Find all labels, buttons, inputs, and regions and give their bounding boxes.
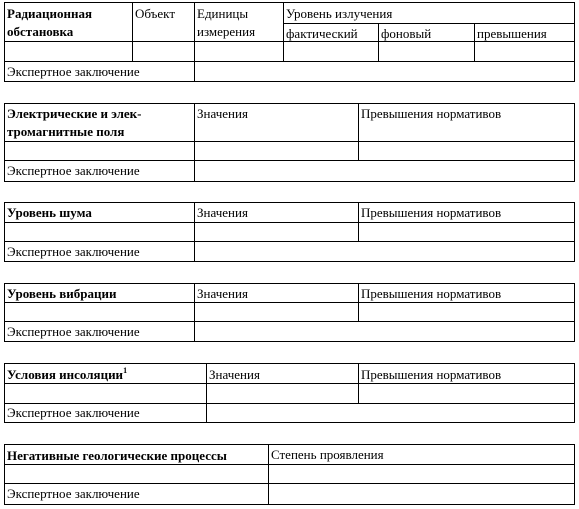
table-border xyxy=(358,202,359,241)
table-border xyxy=(4,464,575,465)
expert-conclusion-label: Экспертное заключение xyxy=(7,64,140,79)
column-header-units: Единицы xyxy=(197,6,249,21)
column-header-level: Уровень излучения xyxy=(286,6,393,21)
table-border xyxy=(4,103,575,104)
table-border xyxy=(4,444,5,504)
table-border xyxy=(4,483,575,484)
table-border xyxy=(4,181,575,182)
expert-conclusion-label: Экспертное заключение xyxy=(7,486,140,501)
table-border xyxy=(4,283,5,341)
table-border xyxy=(358,103,359,160)
table-border xyxy=(4,363,575,364)
column-header-degree: Степень проявления xyxy=(271,447,384,462)
table-border xyxy=(4,504,575,505)
table-border xyxy=(4,160,575,161)
table-border xyxy=(4,283,575,284)
column-header-values: Значения xyxy=(197,205,248,220)
table-border xyxy=(474,23,475,61)
table-border xyxy=(4,321,575,322)
column-header-excess: Превышения нормативов xyxy=(361,205,502,220)
column-header-values: Значения xyxy=(209,367,260,382)
table-border xyxy=(4,261,575,262)
electromagnetic-title: Электрические и элек- xyxy=(7,106,142,121)
table-border xyxy=(4,202,575,203)
table-border xyxy=(4,81,575,82)
insolation-title: Условия инсоляции$^1$ xyxy=(7,366,128,382)
table-border xyxy=(4,302,575,303)
column-header-values: Значения xyxy=(197,106,248,121)
expert-conclusion-label: Экспертное заключение xyxy=(7,324,140,339)
table-border xyxy=(268,444,269,504)
noise-title: Уровень шума xyxy=(7,205,92,220)
table-border xyxy=(4,103,5,181)
geology-title: Негативные геологические процессы xyxy=(7,448,227,463)
column-header-object: Объект xyxy=(135,6,175,21)
vibration-title: Уровень вибрации xyxy=(7,286,117,301)
table-border xyxy=(4,202,5,261)
table-border xyxy=(378,23,379,61)
column-header-excess: превышения xyxy=(477,26,547,41)
table-border xyxy=(574,363,575,422)
table-border xyxy=(4,241,575,242)
table-border xyxy=(194,202,195,261)
column-header-excess: Превышения нормативов xyxy=(361,367,502,382)
table-border xyxy=(194,2,195,81)
table-border xyxy=(4,341,575,342)
radiation-title: Радиационная xyxy=(7,6,93,21)
table-border xyxy=(574,103,575,181)
table-border xyxy=(358,363,359,403)
table-border xyxy=(358,283,359,321)
table-border xyxy=(574,283,575,341)
table-border xyxy=(4,363,5,422)
table-border xyxy=(4,141,575,142)
table-border xyxy=(283,23,575,24)
table-border xyxy=(4,61,575,62)
column-header-excess: Превышения нормативов xyxy=(361,286,502,301)
table-border xyxy=(4,222,575,223)
table-border xyxy=(283,2,284,61)
table-border xyxy=(132,2,133,61)
radiation-title: обстановка xyxy=(7,24,74,39)
table-border xyxy=(4,2,5,81)
column-header-background: фоновый xyxy=(381,26,432,41)
table-border xyxy=(194,103,195,181)
column-header-actual: фактический xyxy=(286,26,358,41)
table-border xyxy=(4,2,575,3)
column-header-values: Значения xyxy=(197,286,248,301)
expert-conclusion-label: Экспертное заключение xyxy=(7,405,140,420)
expert-conclusion-label: Экспертное заключение xyxy=(7,244,140,259)
expert-conclusion-label: Экспертное заключение xyxy=(7,163,140,178)
electromagnetic-title: тромагнитные поля xyxy=(7,124,125,139)
table-border xyxy=(574,444,575,504)
table-border xyxy=(4,403,575,404)
table-border xyxy=(194,283,195,341)
column-header-units: измерения xyxy=(197,24,256,39)
table-border xyxy=(4,422,575,423)
table-border xyxy=(206,363,207,422)
table-border xyxy=(4,383,575,384)
footnote-marker: 1 xyxy=(123,366,128,375)
table-border xyxy=(574,202,575,261)
table-border xyxy=(574,2,575,81)
column-header-excess: Превышения нормативов xyxy=(361,106,502,121)
table-border xyxy=(4,444,575,445)
